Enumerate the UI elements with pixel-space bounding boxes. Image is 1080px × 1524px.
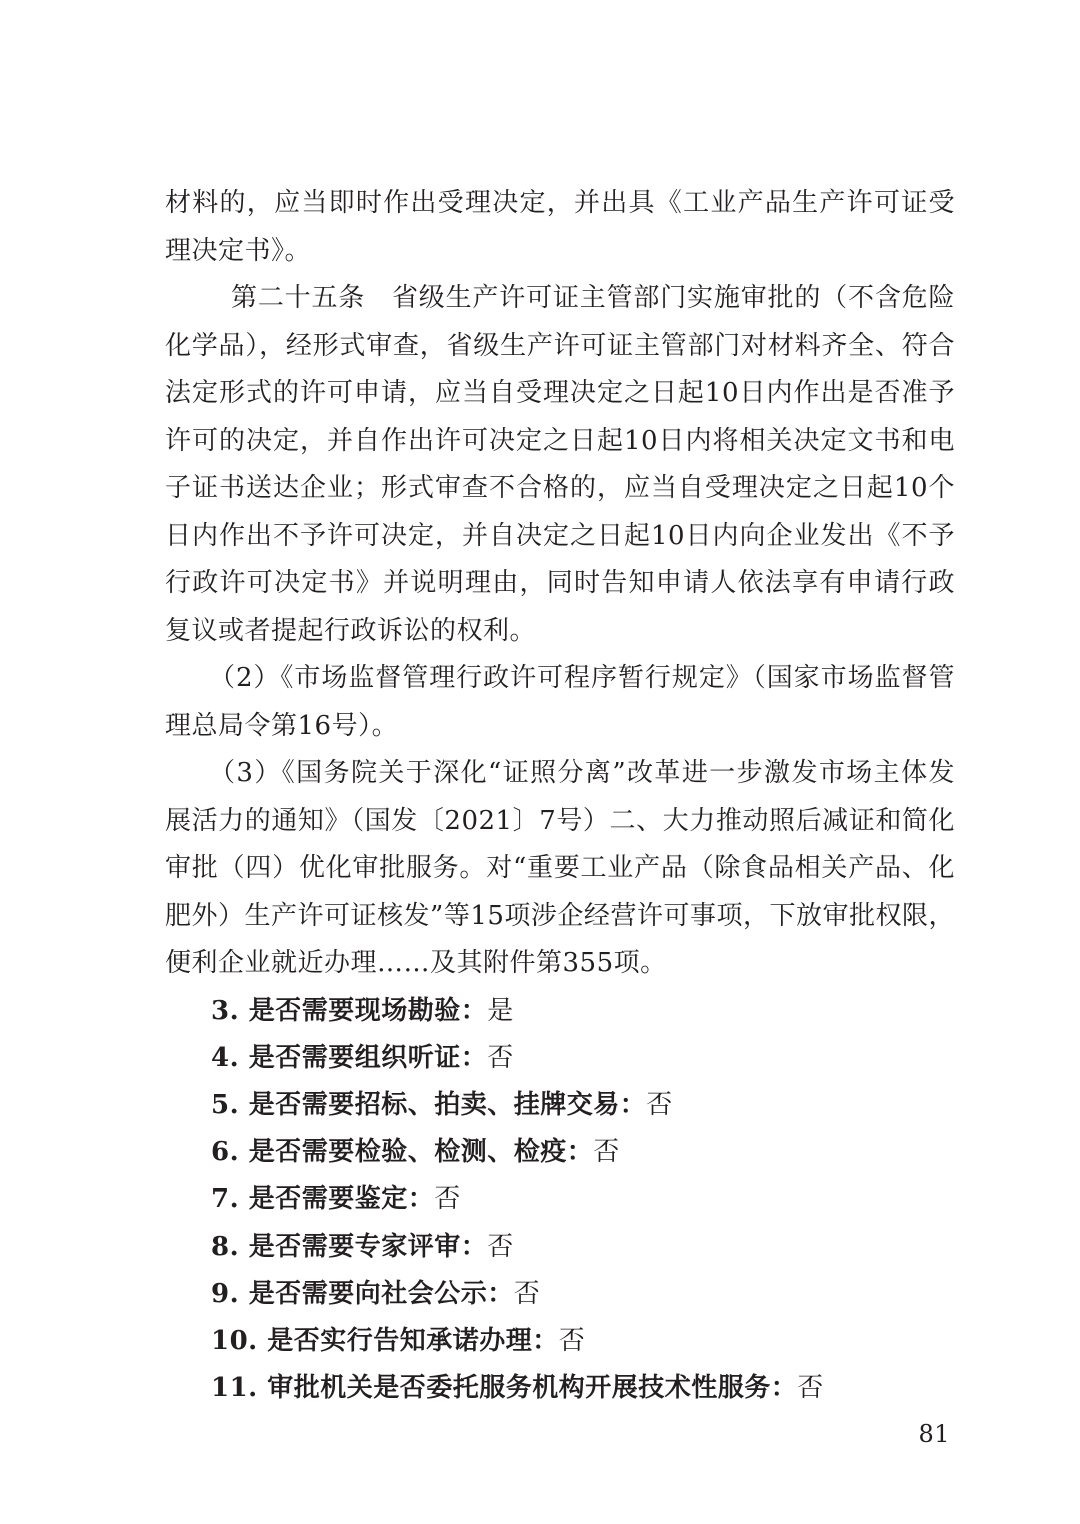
paragraph-article-25: 第二十五条 省级生产许可证主管部门实施审批的（不含危险化学品），经形式审查，省级生产许可证主管部门对材料齐全、符合法定形式的许可申请，应当自受理决定之日起10日内作出是否准予许可的决定，并自作出许可决定之日起10日内将相关决定文书和电子证书送达企业；形式审查不合格的，应当自受理决定之日起10个日内作出不予许可决定，并自决定之日起10日内向企业发出《不予行政许可决定书》并说明理由，同时告知申请人依法享有申请行政复议或者提起行政诉讼的权利。 (165, 283, 955, 646)
question-list (165, 988, 955, 1413)
question-answer: 是 (487, 995, 514, 1026)
question-text: 10. 是否实行告知承诺办理： (211, 1325, 559, 1356)
question-answer: 否 (434, 1184, 461, 1215)
body-text (165, 180, 955, 1412)
question-item-5 (165, 1082, 955, 1129)
question-item-8 (165, 1224, 955, 1271)
question-text: 3. 是否需要现场勘验： (211, 995, 488, 1026)
question-text: 11. 审批机关是否委托服务机构开展技术性服务： (211, 1373, 798, 1404)
question-item-10 (165, 1318, 955, 1365)
question-item-4 (165, 1035, 955, 1082)
paragraph-basis-3: （3）《国务院关于深化“证照分离”改革进一步激发市场主体发展活力的通知》（国发〔2021〕7号）二、大力推动照后减证和简化审批（四）优化审批服务。对“重要工业产品（除食品相关产品、化肥外）生产许可证核发”等15项涉企经营许可事项，下放审批权限，便利企业就近办理……及其附件第355项。 (165, 758, 955, 978)
question-item-11 (165, 1365, 955, 1412)
question-answer: 否 (487, 1042, 514, 1073)
question-answer: 否 (593, 1137, 620, 1168)
question-item-9 (165, 1271, 955, 1318)
question-item-6 (165, 1129, 955, 1176)
page-number: 81 (918, 1420, 950, 1448)
paragraph-continuation: 材料的，应当即时作出受理决定，并出具《工业产品生产许可证受理决定书》。 (165, 188, 955, 266)
question-answer: 否 (487, 1231, 514, 1262)
question-answer: 否 (513, 1278, 541, 1309)
question-item-3 (165, 988, 955, 1035)
question-answer: 否 (797, 1373, 824, 1404)
paragraph-basis-2: （2）《市场监督管理行政许可程序暂行规定》（国家市场监督管理总局令第16号）。 (165, 663, 955, 741)
question-answer: 否 (646, 1089, 673, 1120)
question-text: 8. 是否需要专家评审： (211, 1231, 488, 1262)
question-text: 5. 是否需要招标、拍卖、挂牌交易： (211, 1089, 647, 1120)
question-text: 6. 是否需要检验、检测、检疫： (211, 1137, 594, 1168)
question-text: 7. 是否需要鉴定： (211, 1184, 435, 1215)
question-item-7 (165, 1176, 955, 1223)
question-text: 4. 是否需要组织听证： (211, 1042, 488, 1073)
question-answer: 否 (558, 1325, 586, 1356)
question-text: 9. 是否需要向社会公示： (211, 1278, 514, 1309)
